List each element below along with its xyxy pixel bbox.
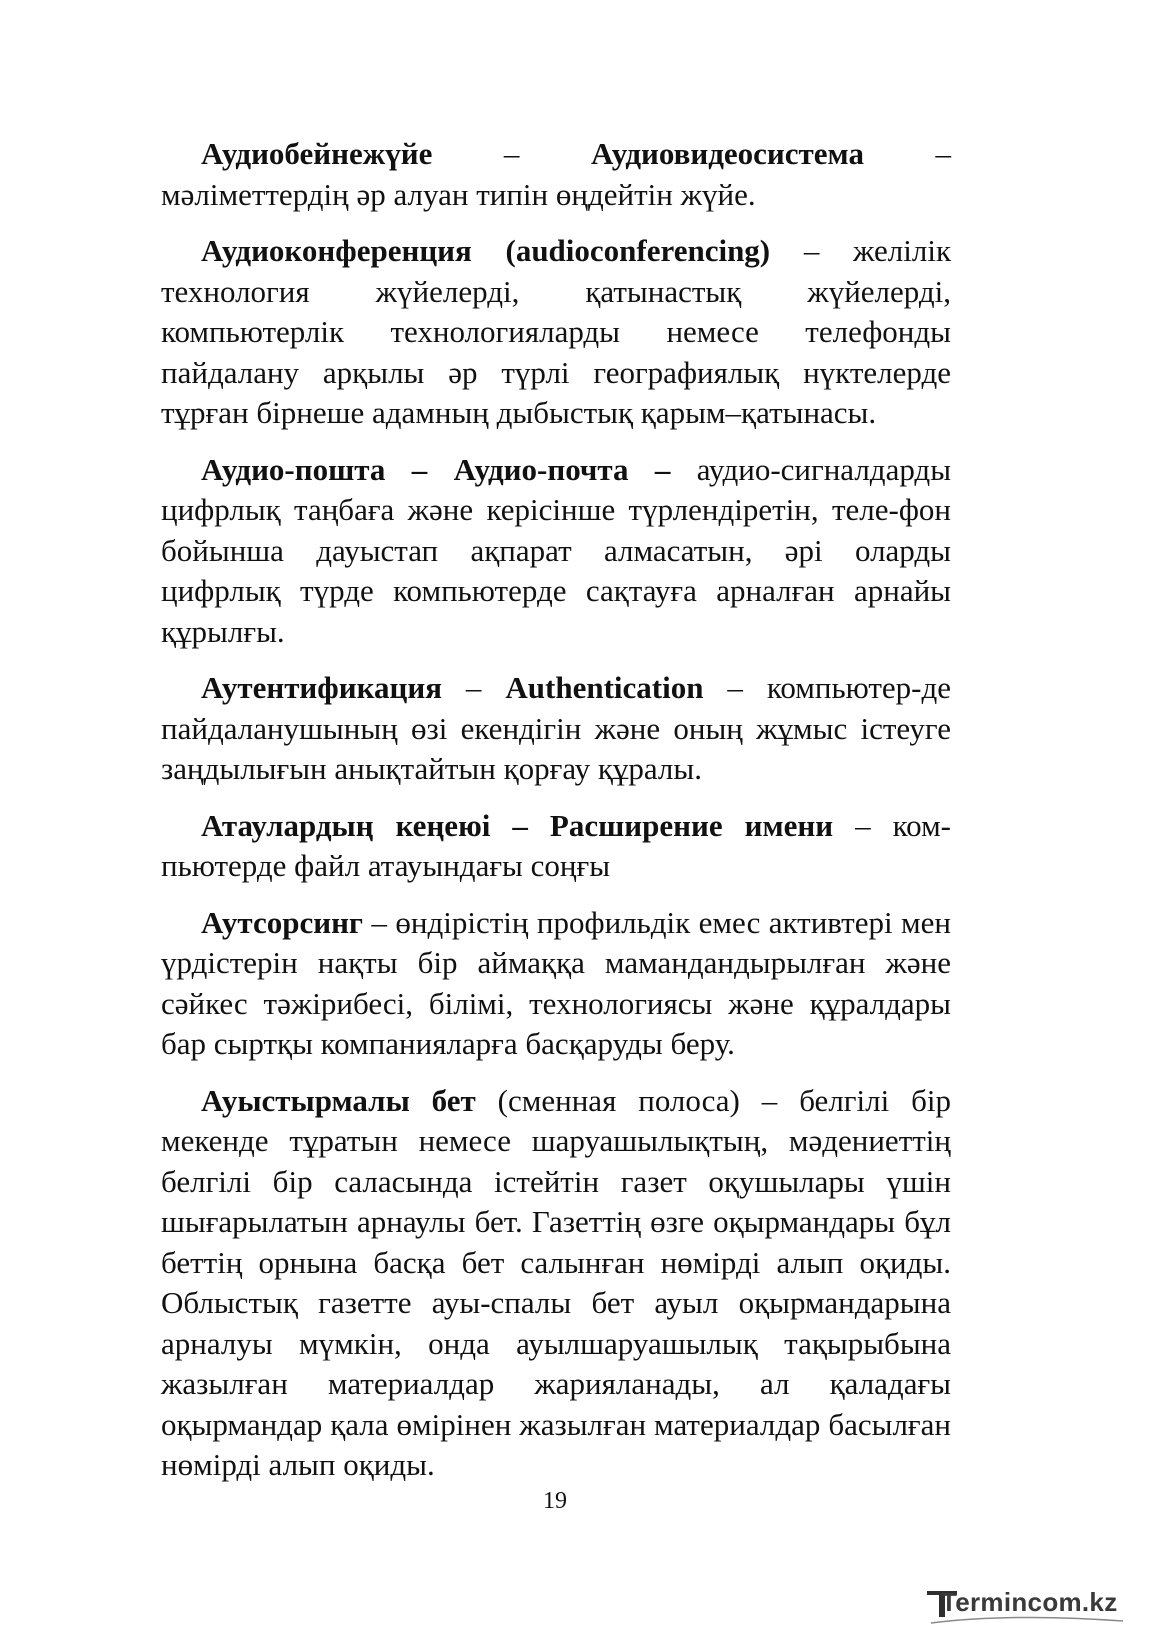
entry-definition: – ком-пьютерде файл атауындағы соңғы xyxy=(161,807,952,883)
glossary-entry xyxy=(161,806,951,887)
entry-separator: – xyxy=(385,451,454,487)
glossary-entry xyxy=(161,668,951,790)
entry-definition: (сменная полоса) – белгілі бір мекенде тұратын немесе шаруашылықтың, мәдениеттің белгілі бір саласында істейтін газет оқушылары үшін шығарылатын арнаулы бет. Газеттің өзге оқырмандары бұл беттің орнына басқа бет салынған нөмірді алып оқиды. Облыстық газетте ауы-спалы бет ауыл оқырмандарына арналуы мүмкін, онда ауылшаруашылық тақырыбына жазылған материалдар жарияланады, ал қаладағы оқырмандар қала өмірінен жазылған материалдар басылған нөмірді алып оқиды. xyxy=(161,1082,951,1482)
entry-term: Аутентификация xyxy=(201,670,442,705)
page-number: 19 xyxy=(543,1488,567,1514)
entry-term-translation: Аудио-почта – xyxy=(453,451,671,487)
entry-definition: – мәліметтердің әр алуан типін өңдейтін жүйе. xyxy=(161,136,951,212)
entry-separator: – xyxy=(490,807,550,843)
entry-term: Атаулардың кеңеюі xyxy=(201,807,491,843)
entry-term: Аудиоконференция (audioconferencing) xyxy=(201,233,771,268)
site-watermark-logo xyxy=(923,1583,1128,1625)
entry-term: Аутсорсинг xyxy=(201,904,364,940)
glossary-entry xyxy=(161,903,951,1065)
glossary-entry xyxy=(161,134,951,215)
entry-term: Аудиобейнежүйе xyxy=(201,136,433,171)
watermark-text: Termincom.kz xyxy=(941,1587,1118,1617)
entry-separator: – xyxy=(432,136,591,171)
entry-term: Ауыстырмалы бет xyxy=(201,1082,476,1118)
entry-term-translation: Аудиовидеосистема xyxy=(590,136,864,171)
entry-term: Аудио-пошта xyxy=(201,451,386,487)
glossary-entry xyxy=(161,231,951,434)
entry-separator: – xyxy=(441,670,506,705)
entry-term-translation: Расширение имени xyxy=(549,807,834,843)
glossary-entry xyxy=(161,1081,951,1486)
glossary-entry xyxy=(161,450,951,653)
entry-term-translation: Authentication xyxy=(505,670,704,705)
entry-definition: – желілік технология жүйелерді, қатынастық жүйелерді, компьютерлік технологияларды немесе телефонды пайдалану арқылы әр түрлі географиялық нүктелерде тұрған бірнеше адамның дыбыстық қарым–қатынасы. xyxy=(161,233,952,430)
document-body xyxy=(161,134,951,1502)
entry-definition: – компьютер-де пайдаланушының өзі екендігін және оның жұмыс істеуге заңдылығын анықтайтын қорғау құралы. xyxy=(161,670,951,786)
entry-definition: аудио-сигналдарды цифрлық таңбаға және керісінше түрлендіретін, теле-фон бойынша дауыстап ақпарат алмасатын, әрі оларды цифрлық түрде компьютерде сақтауға арналған арнайы құрылғы. xyxy=(161,451,952,649)
entry-definition: – өндірістің профильдік емес активтері мен үрдістерін нақты бір аймаққа мамандандырылған және сәйкес тәжірибесі, білімі, технологиясы және құралдары бар сыртқы компанияларға басқаруды беру. xyxy=(161,904,951,1061)
